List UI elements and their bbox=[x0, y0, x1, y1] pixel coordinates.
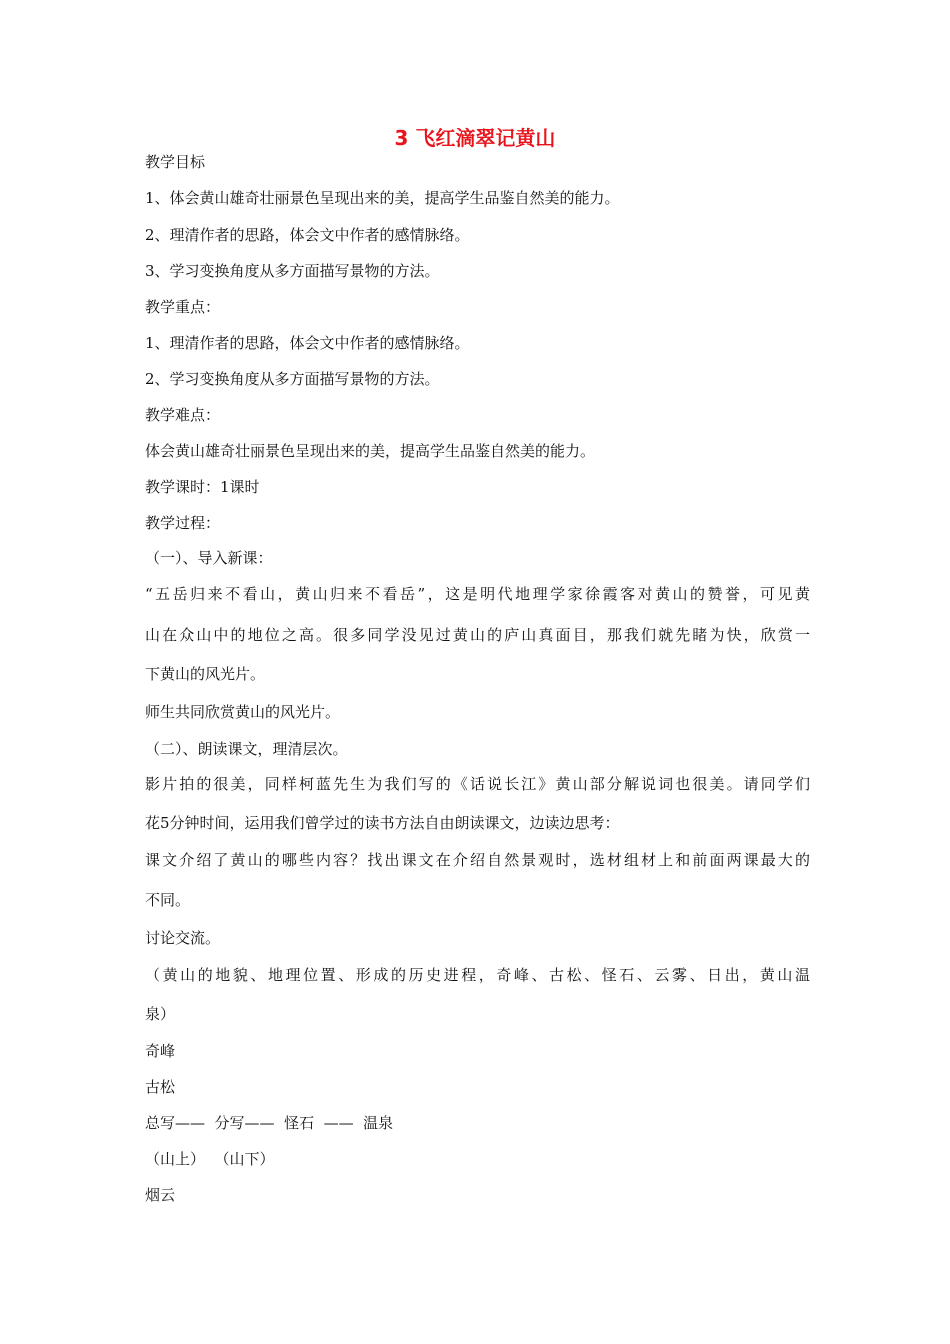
key-point-2: 2、学习变换角度从多方面描写景物的方法。 bbox=[145, 370, 440, 388]
discussion-text: 讨论交流。 bbox=[145, 929, 221, 947]
heading-difficulties: 教学难点： bbox=[145, 406, 221, 424]
answer-line-2: 泉） bbox=[145, 1005, 176, 1023]
goal-item-1: 1、体会黄山雄奇壮丽景色呈现出来的美，提高学生品鉴自然美的能力。 bbox=[145, 189, 620, 207]
goal-item-3: 3、学习变换角度从多方面描写景物的方法。 bbox=[145, 262, 440, 280]
outline-locations: （山上） （山下） bbox=[145, 1150, 275, 1168]
goal-item-2: 2、理清作者的思路，体会文中作者的感情脉络。 bbox=[145, 226, 470, 244]
outline-pines: 古松 bbox=[145, 1078, 176, 1096]
outline-clouds: 烟云 bbox=[145, 1186, 176, 1204]
heading-process: 教学过程： bbox=[145, 514, 221, 532]
key-point-1: 1、理清作者的思路，体会文中作者的感情脉络。 bbox=[145, 334, 470, 352]
paragraph-intro-line-1: “五岳归来不看山，黄山归来不看岳”，这是明代地理学家徐霞客对黄山的赞誉，可见黄 bbox=[145, 585, 810, 603]
outline-structure: 总写—— 分写—— 怪石 —— 温泉 bbox=[145, 1114, 394, 1132]
section-two-heading: （二）、朗读课文，理清层次。 bbox=[145, 740, 348, 758]
heading-key-points: 教学重点： bbox=[145, 298, 221, 316]
outline-peaks: 奇峰 bbox=[145, 1042, 176, 1060]
paragraph-reading-line-1: 影片拍的很美，同样柯蓝先生为我们写的《话说长江》黄山部分解说词也很美。请同学们 bbox=[145, 775, 810, 793]
paragraph-intro-line-2: 山在众山中的地位之高。很多同学没见过黄山的庐山真面目，那我们就先睹为快，欣赏一 bbox=[145, 626, 810, 644]
answer-line-1: （黄山的地貌、地理位置、形成的历史进程，奇峰、古松、怪石、云雾、日出，黄山温 bbox=[145, 966, 810, 984]
class-hours: 教学课时：1课时 bbox=[145, 478, 260, 496]
paragraph-intro-line-3: 下黄山的风光片。 bbox=[145, 665, 266, 683]
question-line-1: 课文介绍了黄山的哪些内容？找出课文在介绍自然景观时，选材组材上和前面两课最大的 bbox=[145, 851, 810, 869]
section-one-heading: （一）、导入新课： bbox=[145, 549, 273, 567]
paragraph-reading-line-2: 花5分钟时间，运用我们曾学过的读书方法自由朗读课文，边读边思考： bbox=[145, 814, 620, 832]
heading-teaching-goals: 教学目标 bbox=[145, 153, 206, 171]
watch-film-text: 师生共同欣赏黄山的风光片。 bbox=[145, 703, 341, 721]
question-line-2: 不同。 bbox=[145, 891, 191, 909]
difficulty-text: 体会黄山雄奇壮丽景色呈现出来的美，提高学生品鉴自然美的能力。 bbox=[145, 442, 596, 460]
document-title: 3 飞红滴翠记黄山 bbox=[394, 126, 556, 150]
